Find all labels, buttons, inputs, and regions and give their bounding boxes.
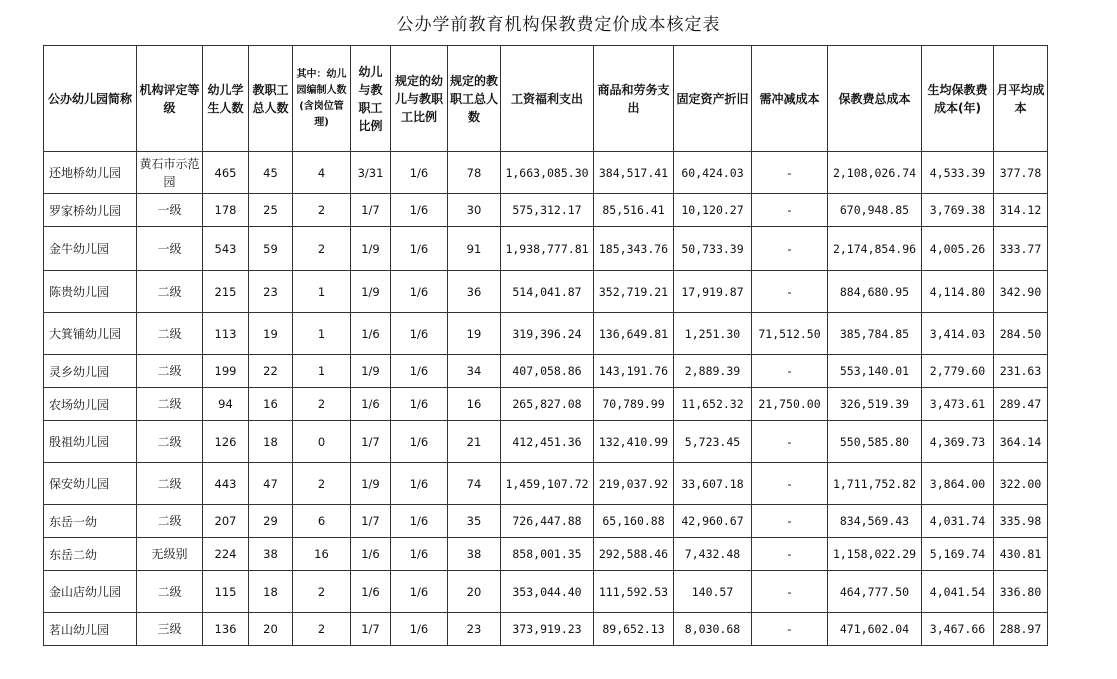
cell-offset: - bbox=[752, 194, 828, 227]
cell-level: 二级 bbox=[137, 505, 203, 538]
cell-establishment: 16 bbox=[293, 538, 351, 571]
cell-establishment: 4 bbox=[293, 152, 351, 194]
cell-wages: 353,044.40 bbox=[501, 571, 594, 613]
cell-std-ratio: 1/6 bbox=[391, 571, 448, 613]
cell-establishment: 2 bbox=[293, 571, 351, 613]
cell-offset: 71,512.50 bbox=[752, 313, 828, 355]
cell-level: 二级 bbox=[137, 355, 203, 388]
table-row bbox=[44, 313, 1048, 355]
cell-wages: 575,312.17 bbox=[501, 194, 594, 227]
cell-total: 471,602.04 bbox=[828, 613, 922, 646]
cell-per-year: 3,864.00 bbox=[922, 463, 994, 505]
cell-level: 一级 bbox=[137, 194, 203, 227]
cell-std-staff: 78 bbox=[448, 152, 501, 194]
table-row bbox=[44, 538, 1048, 571]
cell-std-ratio: 1/6 bbox=[391, 613, 448, 646]
cell-per-month: 336.80 bbox=[994, 571, 1048, 613]
cell-name: 东岳一幼 bbox=[44, 505, 137, 538]
cell-wages: 1,938,777.81 bbox=[501, 227, 594, 271]
cell-ratio: 1/6 bbox=[351, 388, 391, 421]
header-total: 保教费总成本 bbox=[828, 46, 922, 152]
cell-std-staff: 21 bbox=[448, 421, 501, 463]
cell-establishment: 2 bbox=[293, 227, 351, 271]
cell-per-month: 322.00 bbox=[994, 463, 1048, 505]
cell-offset: - bbox=[752, 463, 828, 505]
cell-std-staff: 36 bbox=[448, 271, 501, 313]
cell-ratio: 1/9 bbox=[351, 227, 391, 271]
cell-name: 陈贵幼儿园 bbox=[44, 271, 137, 313]
cell-level: 黄石市示范园 bbox=[137, 152, 203, 194]
cell-staff: 59 bbox=[249, 227, 293, 271]
cell-staff: 20 bbox=[249, 613, 293, 646]
cell-std-ratio: 1/6 bbox=[391, 355, 448, 388]
cell-std-staff: 34 bbox=[448, 355, 501, 388]
cell-per-month: 288.97 bbox=[994, 613, 1048, 646]
cell-goods: 143,191.76 bbox=[594, 355, 674, 388]
cell-std-staff: 91 bbox=[448, 227, 501, 271]
table-row bbox=[44, 613, 1048, 646]
table-row bbox=[44, 505, 1048, 538]
cell-total: 385,784.85 bbox=[828, 313, 922, 355]
cell-depr: 50,733.39 bbox=[674, 227, 752, 271]
header-goods: 商品和劳务支出 bbox=[594, 46, 674, 152]
cell-goods: 292,588.46 bbox=[594, 538, 674, 571]
cell-ratio: 1/7 bbox=[351, 613, 391, 646]
header-establishment: 其中：幼儿园编制人数(含岗位管理) bbox=[293, 46, 351, 152]
cell-per-month: 335.98 bbox=[994, 505, 1048, 538]
cell-name: 灵乡幼儿园 bbox=[44, 355, 137, 388]
cell-per-month: 377.78 bbox=[994, 152, 1048, 194]
cell-goods: 65,160.88 bbox=[594, 505, 674, 538]
cell-ratio: 1/9 bbox=[351, 355, 391, 388]
cell-std-staff: 19 bbox=[448, 313, 501, 355]
cell-per-year: 4,005.26 bbox=[922, 227, 994, 271]
cell-level: 一级 bbox=[137, 227, 203, 271]
cell-depr: 5,723.45 bbox=[674, 421, 752, 463]
cell-goods: 89,652.13 bbox=[594, 613, 674, 646]
cell-total: 2,174,854.96 bbox=[828, 227, 922, 271]
cell-per-month: 342.90 bbox=[994, 271, 1048, 313]
cell-name: 农场幼儿园 bbox=[44, 388, 137, 421]
table-row bbox=[44, 388, 1048, 421]
cell-goods: 70,789.99 bbox=[594, 388, 674, 421]
cell-per-year: 4,041.54 bbox=[922, 571, 994, 613]
cell-establishment: 2 bbox=[293, 613, 351, 646]
header-name: 公办幼儿园简称 bbox=[44, 46, 137, 152]
cell-std-ratio: 1/6 bbox=[391, 194, 448, 227]
cell-per-month: 333.77 bbox=[994, 227, 1048, 271]
cell-wages: 407,058.86 bbox=[501, 355, 594, 388]
cell-per-year: 4,114.80 bbox=[922, 271, 994, 313]
cell-staff: 18 bbox=[249, 421, 293, 463]
cell-students: 207 bbox=[203, 505, 249, 538]
cell-total: 1,158,022.29 bbox=[828, 538, 922, 571]
cell-total: 326,519.39 bbox=[828, 388, 922, 421]
cell-staff: 18 bbox=[249, 571, 293, 613]
cell-wages: 412,451.36 bbox=[501, 421, 594, 463]
cell-level: 二级 bbox=[137, 388, 203, 421]
header-depr: 固定资产折旧 bbox=[674, 46, 752, 152]
cell-total: 553,140.01 bbox=[828, 355, 922, 388]
cell-depr: 10,120.27 bbox=[674, 194, 752, 227]
cell-ratio: 1/7 bbox=[351, 505, 391, 538]
cell-depr: 140.57 bbox=[674, 571, 752, 613]
cell-establishment: 1 bbox=[293, 313, 351, 355]
table-row bbox=[44, 152, 1048, 194]
header-staff: 教职工总人数 bbox=[249, 46, 293, 152]
cell-staff: 25 bbox=[249, 194, 293, 227]
cell-total: 550,585.80 bbox=[828, 421, 922, 463]
table-row bbox=[44, 271, 1048, 313]
cell-per-year: 3,414.03 bbox=[922, 313, 994, 355]
cell-offset: - bbox=[752, 505, 828, 538]
cell-offset: - bbox=[752, 538, 828, 571]
cell-ratio: 1/7 bbox=[351, 421, 391, 463]
cell-ratio: 1/6 bbox=[351, 571, 391, 613]
cell-per-month: 314.12 bbox=[994, 194, 1048, 227]
cell-goods: 136,649.81 bbox=[594, 313, 674, 355]
table-row bbox=[44, 355, 1048, 388]
cell-std-staff: 38 bbox=[448, 538, 501, 571]
cell-staff: 16 bbox=[249, 388, 293, 421]
page-title: 公办学前教育机构保教费定价成本核定表 bbox=[396, 15, 721, 35]
cell-wages: 726,447.88 bbox=[501, 505, 594, 538]
cell-goods: 132,410.99 bbox=[594, 421, 674, 463]
cell-name: 金山店幼儿园 bbox=[44, 571, 137, 613]
cell-total: 670,948.85 bbox=[828, 194, 922, 227]
cell-std-ratio: 1/6 bbox=[391, 505, 448, 538]
cell-ratio: 1/6 bbox=[351, 538, 391, 571]
cell-std-ratio: 1/6 bbox=[391, 271, 448, 313]
cell-depr: 60,424.03 bbox=[674, 152, 752, 194]
cell-per-year: 5,169.74 bbox=[922, 538, 994, 571]
cell-per-year: 4,533.39 bbox=[922, 152, 994, 194]
cell-offset: - bbox=[752, 571, 828, 613]
cell-level: 三级 bbox=[137, 613, 203, 646]
cell-goods: 384,517.41 bbox=[594, 152, 674, 194]
cell-students: 94 bbox=[203, 388, 249, 421]
cell-offset: - bbox=[752, 421, 828, 463]
cell-depr: 42,960.67 bbox=[674, 505, 752, 538]
cell-staff: 29 bbox=[249, 505, 293, 538]
cell-std-ratio: 1/6 bbox=[391, 152, 448, 194]
cell-staff: 19 bbox=[249, 313, 293, 355]
cell-per-year: 3,769.38 bbox=[922, 194, 994, 227]
header-students: 幼儿学生人数 bbox=[203, 46, 249, 152]
cell-offset: - bbox=[752, 355, 828, 388]
cell-goods: 85,516.41 bbox=[594, 194, 674, 227]
cell-establishment: 1 bbox=[293, 271, 351, 313]
table-header-row bbox=[44, 46, 1048, 152]
cell-establishment: 2 bbox=[293, 194, 351, 227]
cell-establishment: 0 bbox=[293, 421, 351, 463]
cell-ratio: 3/31 bbox=[351, 152, 391, 194]
table-row bbox=[44, 227, 1048, 271]
cell-per-month: 289.47 bbox=[994, 388, 1048, 421]
cell-depr: 8,030.68 bbox=[674, 613, 752, 646]
cell-name: 殷祖幼儿园 bbox=[44, 421, 137, 463]
cell-name: 罗家桥幼儿园 bbox=[44, 194, 137, 227]
cell-ratio: 1/7 bbox=[351, 194, 391, 227]
header-per-year: 生均保教费成本(年) bbox=[922, 46, 994, 152]
cell-std-staff: 16 bbox=[448, 388, 501, 421]
cell-wages: 373,919.23 bbox=[501, 613, 594, 646]
cell-depr: 1,251.30 bbox=[674, 313, 752, 355]
cell-per-month: 231.63 bbox=[994, 355, 1048, 388]
cell-goods: 111,592.53 bbox=[594, 571, 674, 613]
header-level: 机构评定等级 bbox=[137, 46, 203, 152]
cell-wages: 319,396.24 bbox=[501, 313, 594, 355]
cell-name: 保安幼儿园 bbox=[44, 463, 137, 505]
header-std-ratio: 规定的幼儿与教职工比例 bbox=[391, 46, 448, 152]
cost-table bbox=[43, 45, 1048, 646]
cell-std-ratio: 1/6 bbox=[391, 463, 448, 505]
cell-level: 无级别 bbox=[137, 538, 203, 571]
cell-per-year: 3,467.66 bbox=[922, 613, 994, 646]
cell-students: 465 bbox=[203, 152, 249, 194]
cell-per-year: 3,473.61 bbox=[922, 388, 994, 421]
cell-goods: 352,719.21 bbox=[594, 271, 674, 313]
table-row bbox=[44, 463, 1048, 505]
cell-level: 二级 bbox=[137, 313, 203, 355]
cell-students: 113 bbox=[203, 313, 249, 355]
cell-wages: 265,827.08 bbox=[501, 388, 594, 421]
cell-per-month: 364.14 bbox=[994, 421, 1048, 463]
cell-establishment: 2 bbox=[293, 463, 351, 505]
table-body bbox=[44, 152, 1048, 646]
cell-wages: 1,459,107.72 bbox=[501, 463, 594, 505]
cell-depr: 17,919.87 bbox=[674, 271, 752, 313]
cell-staff: 22 bbox=[249, 355, 293, 388]
cell-name: 大箕铺幼儿园 bbox=[44, 313, 137, 355]
cell-per-month: 430.81 bbox=[994, 538, 1048, 571]
cell-std-staff: 30 bbox=[448, 194, 501, 227]
cell-students: 199 bbox=[203, 355, 249, 388]
cell-offset: - bbox=[752, 613, 828, 646]
cell-wages: 514,041.87 bbox=[501, 271, 594, 313]
cell-offset: 21,750.00 bbox=[752, 388, 828, 421]
cell-depr: 7,432.48 bbox=[674, 538, 752, 571]
cell-per-year: 4,031.74 bbox=[922, 505, 994, 538]
cell-name: 茗山幼儿园 bbox=[44, 613, 137, 646]
cell-level: 二级 bbox=[137, 271, 203, 313]
cell-total: 834,569.43 bbox=[828, 505, 922, 538]
cell-std-staff: 23 bbox=[448, 613, 501, 646]
cell-total: 1,711,752.82 bbox=[828, 463, 922, 505]
cell-per-year: 4,369.73 bbox=[922, 421, 994, 463]
cell-goods: 219,037.92 bbox=[594, 463, 674, 505]
cell-level: 二级 bbox=[137, 421, 203, 463]
cell-name: 金牛幼儿园 bbox=[44, 227, 137, 271]
cell-students: 224 bbox=[203, 538, 249, 571]
cell-students: 443 bbox=[203, 463, 249, 505]
table-row bbox=[44, 571, 1048, 613]
cell-total: 884,680.95 bbox=[828, 271, 922, 313]
table-row bbox=[44, 194, 1048, 227]
cell-offset: - bbox=[752, 227, 828, 271]
cell-std-ratio: 1/6 bbox=[391, 388, 448, 421]
cell-std-ratio: 1/6 bbox=[391, 227, 448, 271]
cell-std-ratio: 1/6 bbox=[391, 421, 448, 463]
cell-std-ratio: 1/6 bbox=[391, 313, 448, 355]
header-wages: 工资福利支出 bbox=[501, 46, 594, 152]
cell-per-month: 284.50 bbox=[994, 313, 1048, 355]
cell-depr: 2,889.39 bbox=[674, 355, 752, 388]
cell-total: 2,108,026.74 bbox=[828, 152, 922, 194]
cell-per-year: 2,779.60 bbox=[922, 355, 994, 388]
table-row bbox=[44, 421, 1048, 463]
cell-level: 二级 bbox=[137, 571, 203, 613]
cell-establishment: 6 bbox=[293, 505, 351, 538]
cell-establishment: 2 bbox=[293, 388, 351, 421]
cell-students: 178 bbox=[203, 194, 249, 227]
cell-ratio: 1/9 bbox=[351, 463, 391, 505]
cell-ratio: 1/9 bbox=[351, 271, 391, 313]
cell-offset: - bbox=[752, 152, 828, 194]
header-per-month: 月平均成本 bbox=[994, 46, 1048, 152]
header-offset: 需冲减成本 bbox=[752, 46, 828, 152]
header-std-staff: 规定的教职工总人数 bbox=[448, 46, 501, 152]
cell-level: 二级 bbox=[137, 463, 203, 505]
cell-offset: - bbox=[752, 271, 828, 313]
cell-staff: 45 bbox=[249, 152, 293, 194]
cell-staff: 38 bbox=[249, 538, 293, 571]
cell-wages: 1,663,085.30 bbox=[501, 152, 594, 194]
cell-std-staff: 20 bbox=[448, 571, 501, 613]
cell-wages: 858,001.35 bbox=[501, 538, 594, 571]
cell-total: 464,777.50 bbox=[828, 571, 922, 613]
cell-name: 还地桥幼儿园 bbox=[44, 152, 137, 194]
cell-std-staff: 74 bbox=[448, 463, 501, 505]
cell-goods: 185,343.76 bbox=[594, 227, 674, 271]
cell-students: 543 bbox=[203, 227, 249, 271]
header-ratio: 幼儿与教职工比例 bbox=[351, 46, 391, 152]
cell-establishment: 1 bbox=[293, 355, 351, 388]
cell-depr: 33,607.18 bbox=[674, 463, 752, 505]
cell-students: 115 bbox=[203, 571, 249, 613]
cell-staff: 47 bbox=[249, 463, 293, 505]
cell-ratio: 1/6 bbox=[351, 313, 391, 355]
cell-std-ratio: 1/6 bbox=[391, 538, 448, 571]
cell-std-staff: 35 bbox=[448, 505, 501, 538]
cell-students: 126 bbox=[203, 421, 249, 463]
cell-students: 215 bbox=[203, 271, 249, 313]
cell-students: 136 bbox=[203, 613, 249, 646]
cell-name: 东岳二幼 bbox=[44, 538, 137, 571]
cell-staff: 23 bbox=[249, 271, 293, 313]
cell-depr: 11,652.32 bbox=[674, 388, 752, 421]
